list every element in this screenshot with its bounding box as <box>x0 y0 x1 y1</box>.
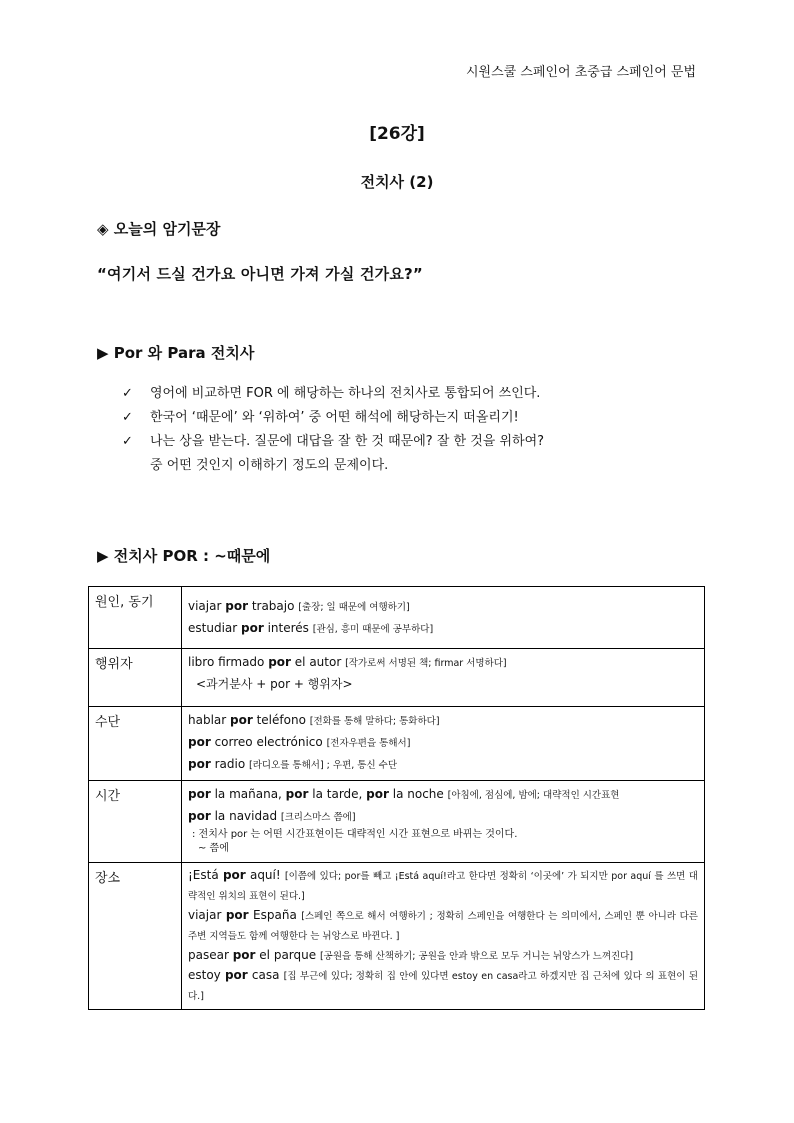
example-line: ¡Está por aquí! [이쯤에 있다; por를 빼고 ¡Está aquí!라고 한다면 정확히 ‘이곳에’ 가 되지만 por aquí 를 쓰면 대략적인 위치의 표현이 된다.] <box>188 868 698 902</box>
por-usage-table <box>88 586 705 1010</box>
bullet-item <box>122 430 662 454</box>
category-cell: 장소 <box>89 863 182 1010</box>
page-header: 시원스쿨 스페인어 초중급 스페인어 문법 <box>465 65 696 80</box>
bullet-item <box>122 406 662 430</box>
por-para-bullets <box>122 382 662 478</box>
category-cell: 시간 <box>89 781 182 863</box>
example-line: por radio [라디오를 통해서] ; 우편, 통신 수단 <box>188 757 398 771</box>
example-line: estoy por casa [집 부근에 있다; 정확히 집 안에 있다면 estoy en casa라고 하겠지만 집 근처에 있다 의 표현이 된다.] <box>188 968 698 1002</box>
examples-cell <box>182 707 705 781</box>
bullet-text: 한국어 ‘때문에’ 와 ‘위하여’ 중 어떤 해석에 해당하는지 떠올리기! <box>150 410 519 425</box>
example-line: pasear por el parque [공원을 통해 산책하기; 공원을 안과 밖으로 모두 거니는 뉘앙스가 느껴진다] <box>188 948 634 962</box>
memo-heading: ◈ 오늘의 암기문장 <box>97 220 221 238</box>
lesson-subtitle: 전치사 (2) <box>360 173 434 191</box>
example-line: por la navidad [크리스마스 쯤에] <box>188 809 356 823</box>
example-line: por la mañana, por la tarde, por la noche [아침에, 점심에, 밤에; 대략적인 시간표현 <box>188 787 620 801</box>
category-cell: 행위자 <box>89 649 182 707</box>
examples-cell <box>182 863 705 1010</box>
por-section-heading: ▶ 전치사 POR : ~때문에 <box>97 547 271 565</box>
category-cell: 원인, 동기 <box>89 587 182 649</box>
check-icon: ✓ <box>122 410 133 425</box>
grammar-note: ~ 쯤에 <box>198 843 229 854</box>
example-line: viajar por trabajo [출장; 일 때문에 여행하기] <box>188 599 410 613</box>
examples-cell <box>182 649 705 707</box>
pattern-formula: <과거분사 + por + 행위자> <box>196 677 353 691</box>
bullet-continuation: 중 어떤 것인지 이해하기 정도의 문제이다. <box>150 458 389 473</box>
grammar-note: : 전치사 por 는 어떤 시간표현이든 대략적인 시간 표현으로 바뀌는 것이다. <box>192 829 518 840</box>
category-cell: 수단 <box>89 707 182 781</box>
bullet-text: 영어에 비교하면 FOR 에 해당하는 하나의 전치사로 통합되어 쓰인다. <box>150 386 541 401</box>
example-line: estudiar por interés [관심, 흥미 때문에 공부하다] <box>188 621 434 635</box>
examples-cell <box>182 587 705 649</box>
bullet-text: 나는 상을 받는다. 질문에 대답을 잘 한 것 때문에? 잘 한 것을 위하여? <box>150 434 545 449</box>
lesson-title: [26강] <box>369 124 425 144</box>
example-line: viajar por España [스페인 쪽으로 해서 여행하기 ; 정확히 스페인을 여행한다 는 의미에서, 스페인 뿐 아니라 다른 주변 지역들도 함께 여행한다 는 뉘앙스로 바뀐다. ] <box>188 908 698 942</box>
table-row <box>89 781 705 863</box>
memo-sentence: “여기서 드실 건가요 아니면 가져 가실 건가요?” <box>97 265 423 283</box>
check-icon: ✓ <box>122 434 133 449</box>
table-row <box>89 863 705 1010</box>
example-line: por correo electrónico [전자우편을 통해서] <box>188 735 411 749</box>
examples-cell <box>182 781 705 863</box>
check-icon: ✓ <box>122 386 133 401</box>
bullet-item <box>122 382 662 406</box>
table-row <box>89 649 705 707</box>
table-row <box>89 587 705 649</box>
example-line: libro firmado por el autor [작가로써 서명된 책; firmar 서명하다] <box>188 655 507 669</box>
por-para-heading: ▶ Por 와 Para 전치사 <box>97 344 255 362</box>
table-row <box>89 707 705 781</box>
example-line: hablar por teléfono [전화를 통해 말하다; 통화하다] <box>188 713 440 727</box>
